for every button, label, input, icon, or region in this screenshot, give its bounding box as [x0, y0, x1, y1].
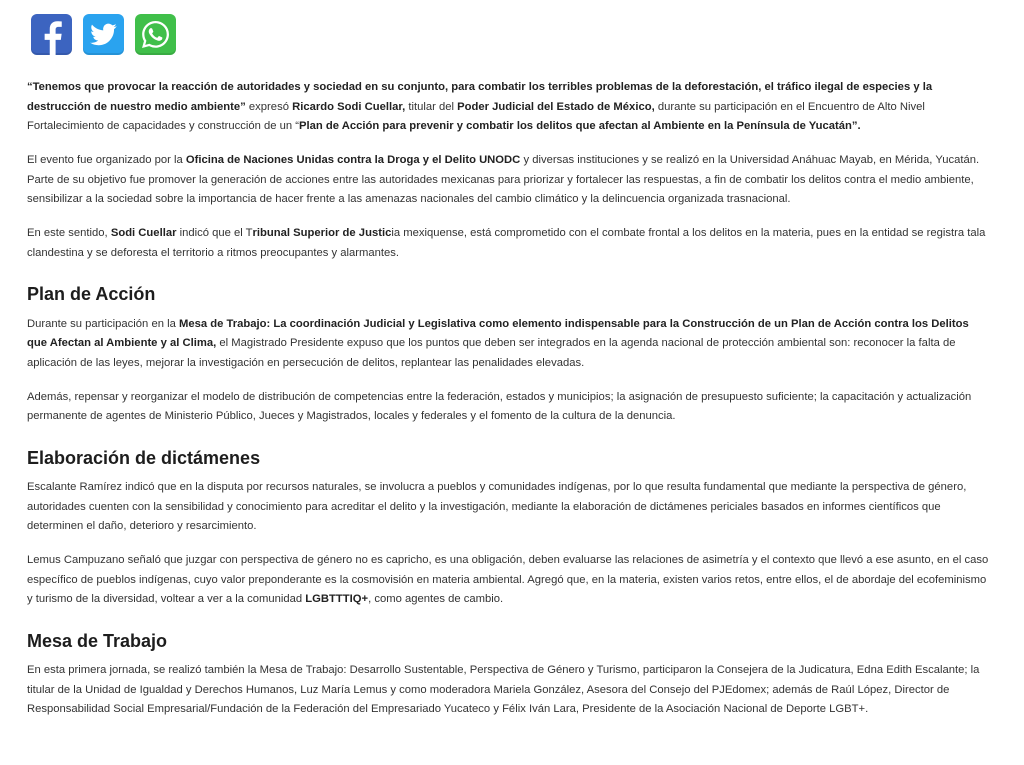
plan-title: Plan de Acción para prevenir y combatir los delitos que afectan al Ambiente en la Península de Yucatán”. — [299, 120, 861, 132]
twitter-bird-glyph — [90, 24, 117, 46]
paragraph-text: titular del — [405, 100, 458, 113]
twitter-icon — [83, 14, 124, 55]
article-section-plan — [27, 282, 991, 426]
organization-name: Oficina de Naciones Unidas contra la Droga y el Delito UNODC — [185, 154, 521, 166]
paragraph-text: durante su participación en el Encuentro de Alto Nivel Fortalecimiento de capacidades y construcción de un “ — [27, 100, 925, 132]
paragraph-text: el Magistrado Presidente expuso que los puntos que deben ser integrados en la agenda nacional de protección ambiental son: reconocer la falta de aplicación de las leyes, mejorar la investigación en persecución de delitos, replantear las penalidades elevadas. — [27, 337, 956, 369]
paragraph-text: indicó que el T — [176, 227, 253, 239]
facebook-share-button[interactable] — [31, 14, 72, 55]
person-name: Sodi Cuellar — [110, 227, 177, 239]
paragraph-text: ia mexiquense, está comprometido con el combate frontal a los delitos en la materia, pues en la entidad se registra tala clandestina y se deforesta el territorio a ritmos preocupantes y alarmantes. — [27, 227, 986, 259]
facebook-icon — [31, 14, 72, 55]
facebook-f-glyph — [45, 21, 62, 55]
whatsapp-phone-glyph — [142, 21, 169, 48]
paragraph-text: En esta primera jornada, se realizó también la Mesa de Trabajo: Desarrollo Sustentable, Perspectiva de Género y Turismo, participaron la Consejera de la Judicatura, Edna Edith Escalante; la titular de la Unidad de Igualdad y Derechos Humanos, Luz María Lemus y como moderadora Mariela González, Asesora del Consejo del PJEdomex; además de Raúl López, Director de Responsabilidad Social Empresarial/Fundación de la Federación del Empresariado Yucateco y Félix Iván Lara, Presidente de la Asociación Nacional de Deporte LGBT+. — [27, 664, 980, 715]
section-heading: Elaboración de dictámenes — [27, 447, 261, 468]
whatsapp-share-button[interactable] — [135, 14, 176, 55]
paragraph-text: Durante su participación en la — [27, 317, 179, 330]
institution-name: Poder Judicial del Estado de México, — [457, 100, 655, 113]
article-paragraph — [27, 151, 991, 210]
paragraph-text: Lemus Campuzano señaló que juzgar con perspectiva de género no es capricho, es una obligación, deben evaluarse las relaciones de asimetría y el contexto que llevó a ese asunto, en el caso específico de pueblos indígenas, cuyo valor preponderante es la cosmovisión en materia ambiental. Agregó que, en la materia, existen varios retos, entre ellos, el de abordaje del ecofeminismo y turismo de la diversidad, voltear a ver a la comunidad — [27, 554, 989, 605]
person-name: Ricardo Sodi Cuellar, — [292, 100, 406, 113]
paragraph-text: y diversas instituciones y se realizó en la Universidad Anáhuac Mayab, en Mérida, Yucatán. Parte de su objetivo fue promover la generación de acciones entre las autoridades mexicanas para priorizar y fortalecer las respuestas, a fin de combatir los delitos contra el medio ambiente, sensibilizar a la sociedad sobre la importancia de hacer frente a las amenazas nacionales del cambio climático y la delincuencia organizada trasnacional. — [27, 154, 980, 205]
article-paragraph — [27, 478, 991, 537]
article-paragraph — [27, 388, 991, 427]
worktable-title: Mesa de Trabajo: La coordinación Judicial y Legislativa como elemento indispensable para la Construcción de un Plan de Acción contra los Delitos que Afectan al Ambiente y al Clima, — [27, 317, 969, 349]
quote-text: “Tenemos que provocar la reacción de autoridades y sociedad en su conjunto, para combatir los terribles problemas de la deforestación, el tráfico ilegal de especies y la destrucción de nuestro medio ambiente” — [27, 81, 933, 113]
paragraph-text: En este sentido, — [27, 227, 111, 239]
section-heading: Mesa de Trabajo — [27, 630, 168, 651]
whatsapp-icon — [135, 14, 176, 55]
section-heading: Plan de Acción — [27, 284, 156, 305]
article-section-dictamenes — [27, 446, 991, 610]
paragraph-text: Además, repensar y reorganizar el modelo de distribución de competencias entre la federación, estados y municipios; la asignación de presupuesto suficiente; la capacitación y actualización permanente de agentes de Ministerio Público, Jueces y Magistrados, locales y federales y el fomento de la cultura de la denuncia. — [27, 390, 972, 422]
article-paragraph — [27, 78, 991, 137]
article-body — [27, 78, 991, 734]
paragraph-text: Escalante Ramírez indicó que en la disputa por recursos naturales, se involucra a pueblos y comunidades indígenas, por lo que resulta fundamental que mediante la perspectiva de género, autoridades cuenten con la sensibilidad y conocimiento para acreditar el delito y la investigación, mediante la elaboración de dictámenes periciales basados en informes científicos que determinen el daño, deterioro y resarcimiento. — [27, 481, 967, 532]
article-section-mesa — [27, 629, 991, 720]
paragraph-text: expresó — [245, 100, 293, 113]
community-name: LGBTTTIQ+ — [305, 593, 369, 605]
paragraph-text: , como agentes de cambio. — [368, 593, 504, 605]
article-paragraph — [27, 224, 991, 263]
twitter-share-button[interactable] — [83, 14, 124, 55]
paragraph-text: El evento fue organizado por la — [27, 154, 186, 166]
institution-name: ribunal Superior de Justic — [252, 227, 392, 239]
article-paragraph — [27, 315, 991, 374]
article-paragraph — [27, 661, 991, 720]
share-bar — [31, 14, 176, 55]
article-paragraph — [27, 551, 991, 610]
